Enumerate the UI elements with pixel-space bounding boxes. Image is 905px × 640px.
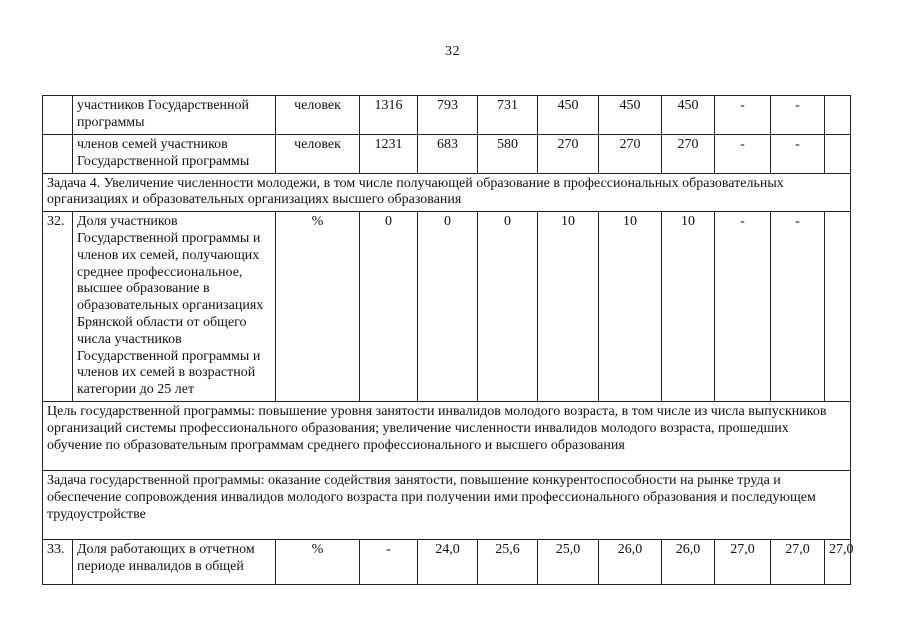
value-cell: 580 bbox=[478, 135, 538, 174]
value-cell: 270 bbox=[662, 135, 715, 174]
value-cell: 450 bbox=[599, 96, 662, 135]
value-cell: 10 bbox=[662, 212, 715, 402]
value-cell: 0 bbox=[360, 212, 418, 402]
value-cell: 25,0 bbox=[538, 539, 599, 584]
program-goal: Цель государственной программы: повышение уровня занятости инвалидов молодого возраста, в том числе из числа выпускников организаций системы профессионального образования; увеличение численности инвалидов молодого возраста, прошедших обучение по образовательным программам среднего профессионального и высшего образования bbox=[43, 401, 851, 470]
value-cell: 683 bbox=[418, 135, 478, 174]
unit-cell: % bbox=[276, 212, 360, 402]
value-cell: 27,0 bbox=[771, 539, 825, 584]
value-cell: - bbox=[771, 96, 825, 135]
table-row bbox=[43, 135, 851, 174]
value-cell: - bbox=[360, 539, 418, 584]
value-cell: 24,0 bbox=[418, 539, 478, 584]
unit-cell: человек bbox=[276, 96, 360, 135]
indicators-table bbox=[42, 95, 854, 585]
indicator-name: членов семей участников Государственной программы bbox=[73, 135, 276, 174]
unit-cell: человек bbox=[276, 135, 360, 174]
value-cell: 1231 bbox=[360, 135, 418, 174]
value-cell: 1316 bbox=[360, 96, 418, 135]
table-row bbox=[43, 401, 851, 470]
value-cell bbox=[825, 96, 851, 135]
table-row bbox=[43, 539, 851, 584]
indicator-name: участников Государственной программы bbox=[73, 96, 276, 135]
row-number bbox=[43, 135, 73, 174]
table-row bbox=[43, 96, 851, 135]
value-cell: - bbox=[771, 135, 825, 174]
table-row bbox=[43, 212, 851, 402]
value-cell: - bbox=[771, 212, 825, 402]
table-row bbox=[43, 470, 851, 539]
indicator-name: Доля работающих в отчетном периоде инвалидов в общей bbox=[73, 539, 276, 584]
value-cell: 731 bbox=[478, 96, 538, 135]
value-cell: 270 bbox=[599, 135, 662, 174]
value-cell: 25,6 bbox=[478, 539, 538, 584]
page-number: 32 bbox=[445, 44, 460, 59]
value-cell: 26,0 bbox=[599, 539, 662, 584]
value-cell: 10 bbox=[538, 212, 599, 402]
unit-cell: % bbox=[276, 539, 360, 584]
indicator-name: Доля участников Государственной программы и членов их семей, получающих среднее профессиональное, высшее образование в образовательных организациях Брянской области от общего числа участников Государственной программы и членов их семей в возрастной категории до 25 лет bbox=[73, 212, 276, 402]
row-number bbox=[43, 96, 73, 135]
table-row bbox=[43, 173, 851, 212]
row-number: 33. bbox=[43, 539, 73, 584]
value-cell: 270 bbox=[538, 135, 599, 174]
value-cell: 793 bbox=[418, 96, 478, 135]
value-cell: 450 bbox=[538, 96, 599, 135]
row-number: 32. bbox=[43, 212, 73, 402]
value-cell: 27,0 bbox=[715, 539, 771, 584]
program-task: Задача государственной программы: оказание содействия занятости, повышение конкурентоспособности на рынке труда и обеспечение сопровождения инвалидов молодого возраста при получении ими профессионального образования и последующем трудоустройстве bbox=[43, 470, 851, 539]
value-cell: 0 bbox=[418, 212, 478, 402]
value-cell: 10 bbox=[599, 212, 662, 402]
value-cell: 26,0 bbox=[662, 539, 715, 584]
value-cell: 450 bbox=[662, 96, 715, 135]
value-cell bbox=[825, 212, 851, 402]
value-cell: 27,0 bbox=[825, 539, 851, 584]
value-cell: - bbox=[715, 135, 771, 174]
value-cell: - bbox=[715, 96, 771, 135]
task-heading: Задача 4. Увеличение численности молодежи, в том числе получающей образование в профессиональных образовательных организациях и образовательных организациях высшего образования bbox=[43, 173, 851, 212]
value-cell: 0 bbox=[478, 212, 538, 402]
value-cell: - bbox=[715, 212, 771, 402]
value-cell bbox=[825, 135, 851, 174]
